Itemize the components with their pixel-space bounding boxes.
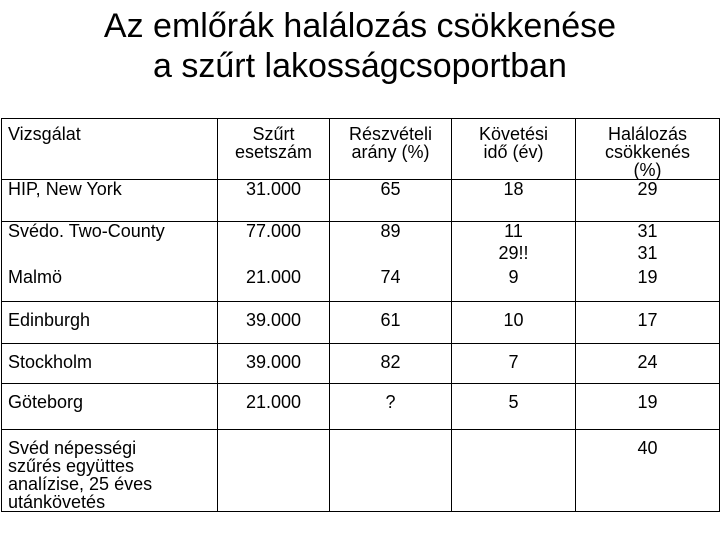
table-row	[2, 222, 720, 302]
cell-study	[2, 430, 218, 512]
cell-study	[2, 344, 218, 384]
header-cases-line1: Szűrt	[252, 124, 295, 144]
cell-study	[2, 180, 218, 222]
study-name-line1: Svéd népességi	[8, 438, 137, 458]
cases-value: 21.000	[245, 267, 302, 287]
study-name-line3: analízise, 25 éves	[8, 474, 153, 494]
cell-participation: 65	[330, 180, 452, 222]
study-name-line4: utánkövetés	[8, 492, 106, 512]
cell-participation: 61	[330, 302, 452, 344]
participation-value: 89	[380, 221, 401, 241]
followup-value: 29!!	[498, 243, 529, 263]
title-line-1: Az emlőrák halálozás csökkenése	[103, 7, 617, 45]
cell-followup	[452, 222, 576, 302]
table-header-row	[2, 119, 720, 180]
cell-followup: 7	[452, 344, 576, 384]
reduction-value: 31	[637, 243, 658, 263]
cell-followup	[452, 430, 576, 512]
study-name: Edinburgh	[8, 310, 91, 330]
slide-title	[0, 6, 720, 86]
study-name: Göteborg	[8, 392, 84, 412]
header-followup-line2: idő (év)	[483, 142, 544, 162]
header-followup-line1: Követési	[478, 124, 549, 144]
participation-value: 74	[380, 267, 401, 287]
followup-value: 9	[508, 267, 519, 287]
cell-reduction: 19	[576, 384, 720, 430]
cell-followup: 18	[452, 180, 576, 222]
cell-study	[2, 302, 218, 344]
header-reduction-line1: Halálozás	[607, 124, 688, 144]
header-reduction-line3: (%)	[633, 160, 662, 180]
cell-cases: 39.000	[218, 344, 330, 384]
cell-followup: 5	[452, 384, 576, 430]
reduction-value: 31	[637, 221, 658, 241]
cell-participation	[330, 222, 452, 302]
cell-reduction: 40	[576, 430, 720, 512]
study-table	[1, 118, 720, 512]
header-participation-line2: arány (%)	[351, 142, 430, 162]
cell-reduction: 17	[576, 302, 720, 344]
cell-cases: 21.000	[218, 384, 330, 430]
header-participation	[330, 119, 452, 180]
cell-reduction: 29	[576, 180, 720, 222]
header-screened-cases	[218, 119, 330, 180]
table-row	[2, 180, 720, 222]
header-reduction-line2: csökkenés	[604, 142, 691, 162]
header-study	[2, 119, 218, 180]
header-study-label: Vizsgálat	[8, 124, 81, 144]
cell-study	[2, 222, 218, 302]
cell-cases	[218, 430, 330, 512]
study-name: Stockholm	[8, 352, 93, 372]
header-followup	[452, 119, 576, 180]
cell-participation: 82	[330, 344, 452, 384]
cell-participation	[330, 430, 452, 512]
followup-value: 11	[504, 221, 523, 241]
table-row	[2, 430, 720, 512]
study-name: HIP, New York	[8, 179, 122, 199]
cell-study	[2, 384, 218, 430]
cell-reduction: 24	[576, 344, 720, 384]
table-row	[2, 302, 720, 344]
cell-reduction	[576, 222, 720, 302]
study-name-line2: szűrés együttes	[8, 456, 135, 476]
header-mortality-reduction	[576, 119, 720, 180]
cell-followup: 10	[452, 302, 576, 344]
study-name: Malmö	[8, 267, 63, 287]
cell-cases: 39.000	[218, 302, 330, 344]
cell-participation: ?	[330, 384, 452, 430]
title-line-2: a szűrt lakosságcsoportban	[153, 47, 567, 85]
table-row	[2, 384, 720, 430]
cell-cases	[218, 222, 330, 302]
table-row	[2, 344, 720, 384]
reduction-value: 19	[637, 267, 658, 287]
header-cases-line2: esetszám	[234, 142, 313, 162]
header-participation-line1: Részvételi	[348, 124, 433, 144]
study-name: Svédo. Two-County	[8, 221, 165, 241]
cases-value: 77.000	[245, 221, 302, 241]
cell-cases: 31.000	[218, 180, 330, 222]
